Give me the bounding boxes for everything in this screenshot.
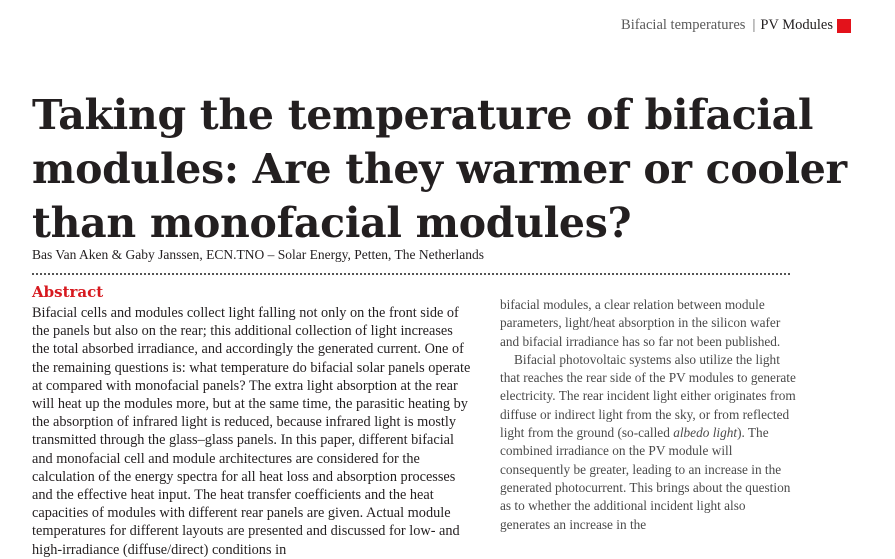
author-line: Bas Van Aken & Gaby Janssen, ECN.TNO – Solar Energy, Petten, The Netherlands [32, 247, 485, 262]
running-header [621, 17, 851, 34]
running-header-separator: | [752, 17, 756, 33]
body-text-span: ). The combined irradiance on the PV module will consequently be greater, leading to an increase in the generated photocurrent. This brings about the question as to whether the additional incident light also generates an increase in the [500, 425, 791, 532]
abstract-heading: Abstract [32, 283, 104, 301]
running-header-topic: Bifacial temperatures [621, 17, 746, 33]
dotted-divider [32, 273, 790, 275]
body-paragraph [500, 351, 798, 534]
running-header-section: PV Modules [760, 17, 833, 33]
article-title: Taking the temperature of bifacial modules: Are they warmer or cooler than monofacial modules? [32, 91, 847, 247]
body-text-span: Bifacial photovoltaic systems also utilize the light that reaches the rear side of the PV modules to generate electricity. The rear incident light either originates from diffuse or indirect light from the sky, or from reflected light from the ground (so-called [500, 351, 796, 441]
section-marker-square [837, 19, 851, 33]
italic-term: albedo light [673, 425, 738, 441]
body-column-right [500, 296, 798, 534]
body-paragraph: bifacial modules, a clear relation between module parameters, light/heat absorption in the silicon wafer and bifacial irradiance has so far not been published. [500, 297, 781, 349]
abstract-text: Bifacial cells and modules collect light falling not only on the front side of the panels but also on the rear; this additional collection of light increases the total absorbed irradiance, and accordingly the generated current. One of the remaining questions is: what temperature do bifacial solar panels operate at compared with monofacial panels? The extra light absorption at the rear will heat up the modules more, but at the same time, the parasitic heating by the absorption of infrared light is reduced, because infrared light is mostly transmitted through the glass–glass panels. In this paper, different bifacial and monofacial cell and module architectures are considered for the calculation of the energy spectra for all heat loss and absorption processes and the effective heat input. The heat transfer coefficients and the heat capacities of modules with different rear panels are given. Actual module temperatures for different layouts are presented and discussed for low- and high-irradiance (diffuse/direct) conditions in [32, 305, 471, 558]
